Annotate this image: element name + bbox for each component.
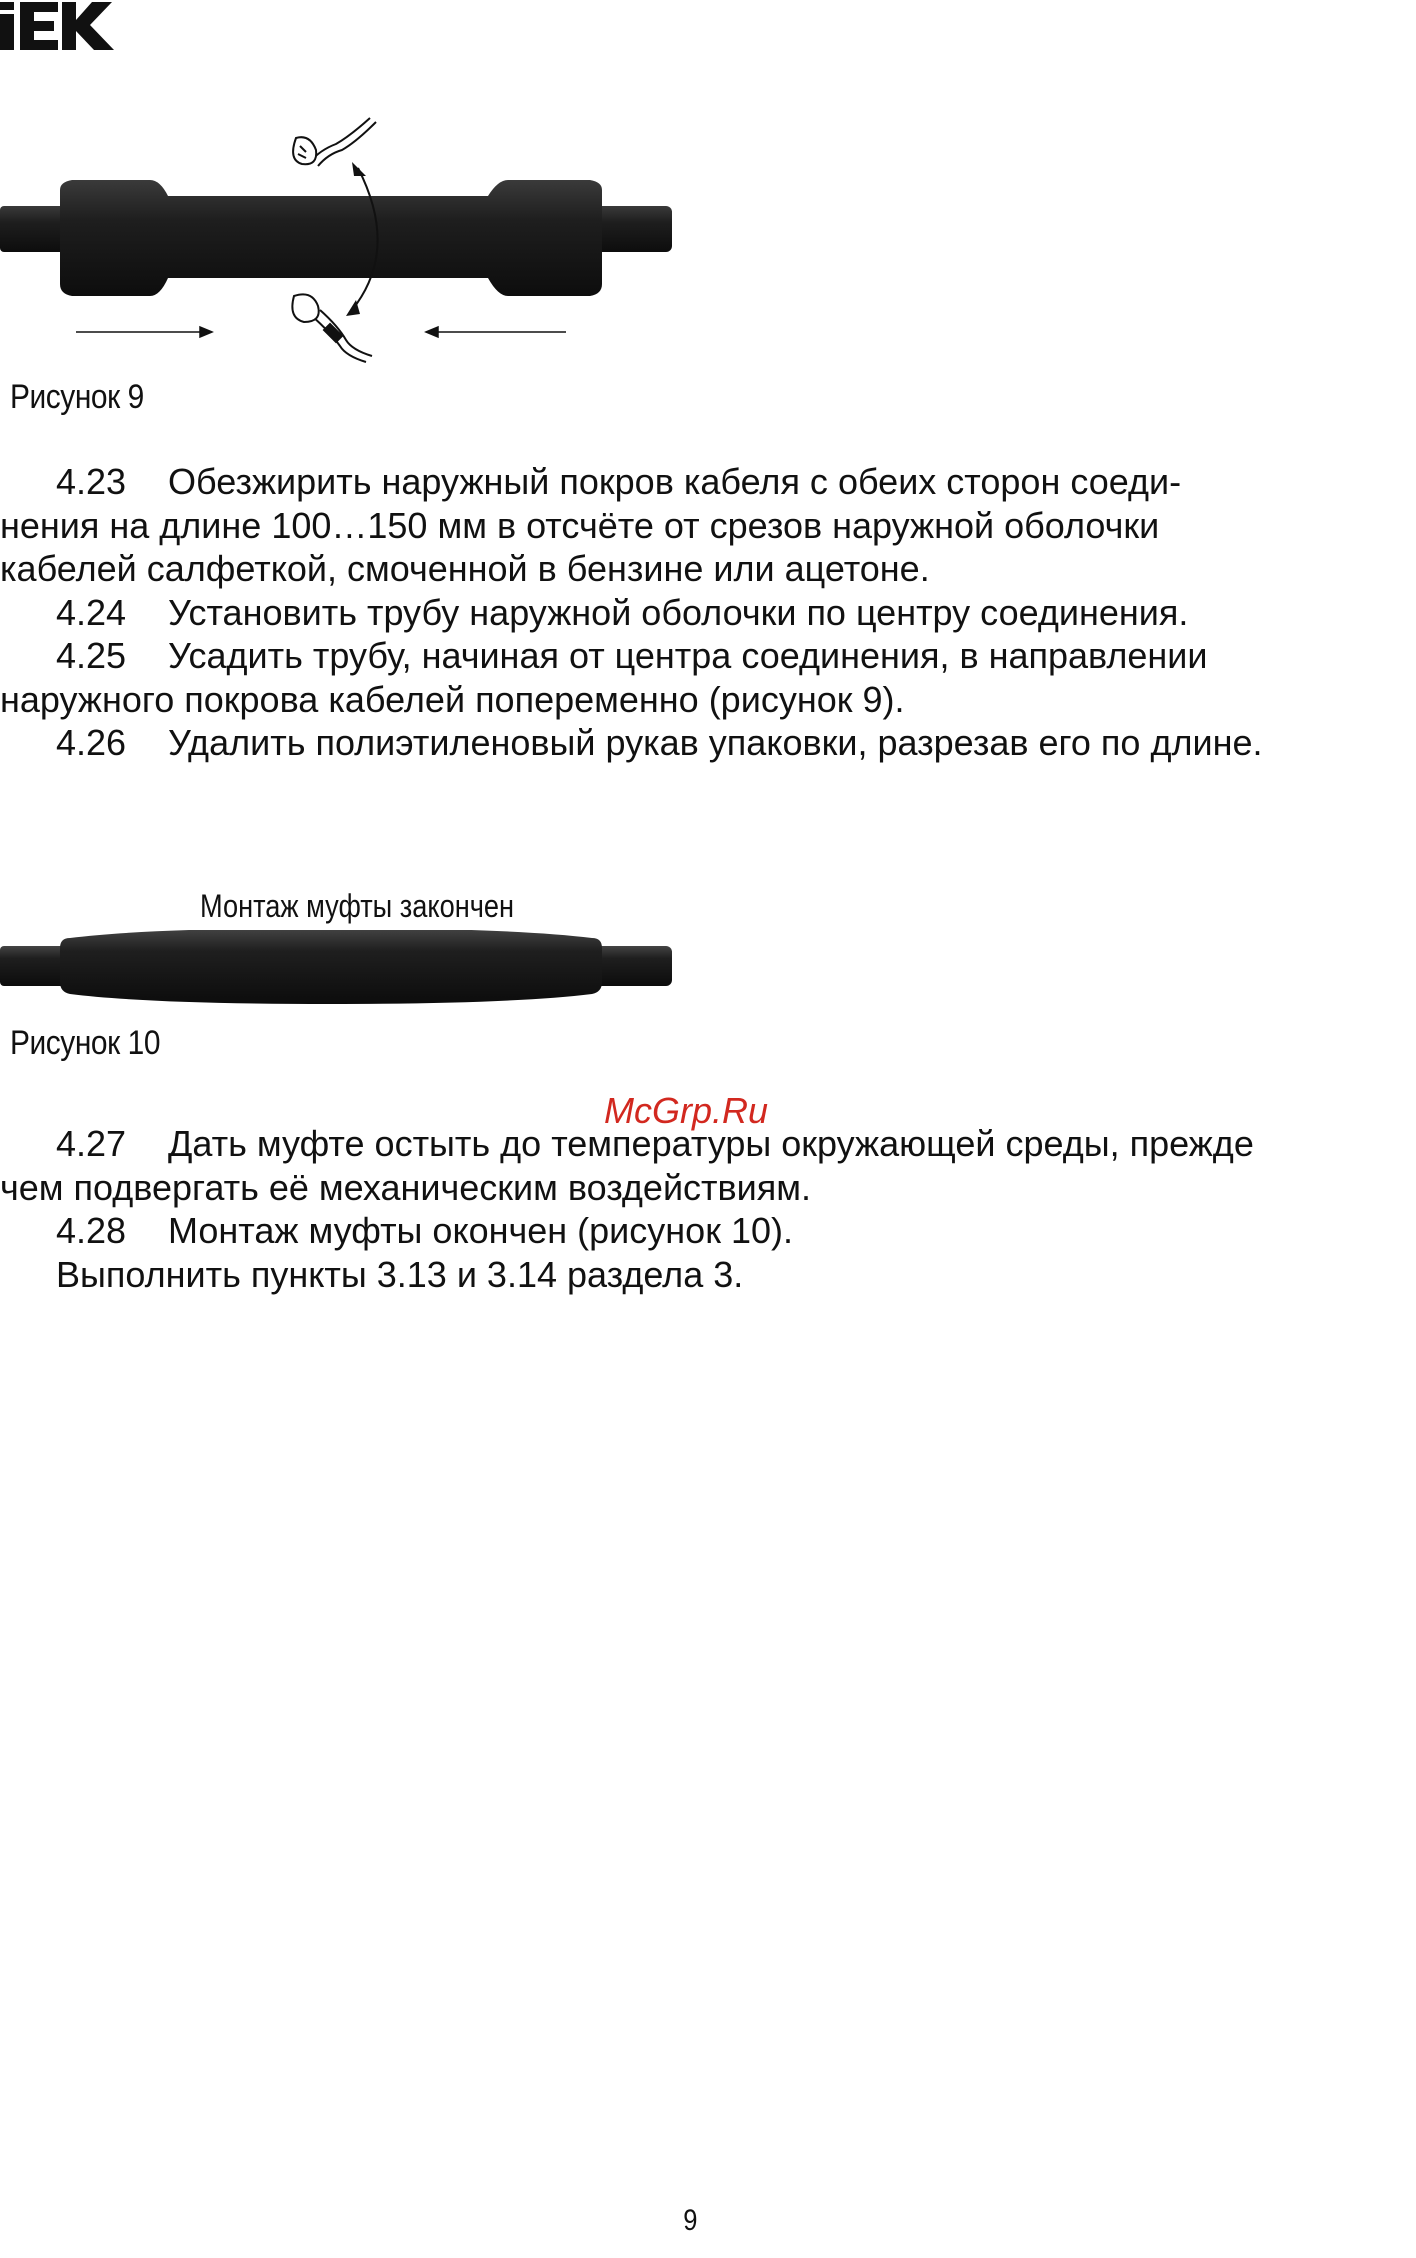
- figure-9-caption: Рисунок 9: [10, 378, 144, 416]
- arrow-left: [426, 327, 566, 337]
- item-number: 4.23: [56, 461, 127, 502]
- item-4-23-line-3: кабелей салфеткой, смоченной в бензине или ацетоне.: [0, 548, 930, 589]
- sleeve-finished: [60, 930, 602, 1004]
- figure-10-illustration: [0, 930, 700, 1010]
- torch-top-icon: [293, 118, 376, 166]
- item-4-28: 4.28 Монтаж муфты окончен (рисунок 10).: [56, 1210, 793, 1251]
- figure-10-caption: Рисунок 10: [10, 1024, 161, 1062]
- item-number: 4.26: [56, 722, 127, 763]
- torch-bottom-icon: [292, 294, 372, 362]
- cable-right: [590, 206, 672, 252]
- iek-logo: [0, 0, 118, 52]
- sleeve: [60, 180, 602, 296]
- item-number: 4.28: [56, 1210, 127, 1251]
- item-4-25-line-2: наружного покрова кабелей попеременно (рисунок 9).: [0, 678, 905, 720]
- item-4-23-line-1: 4.23 Обезжирить наружный покров кабеля с обеих сторон соеди-: [56, 461, 1182, 502]
- final-instruction: Выполнить пункты 3.13 и 3.14 раздела 3.: [56, 1253, 744, 1295]
- item-number: 4.24: [56, 591, 127, 633]
- item-4-26: 4.26 Удалить полиэтиленовый рукав упаковки, разрезав его по длине.: [56, 722, 1263, 763]
- item-number: 4.27: [56, 1123, 127, 1164]
- arrow-right: [76, 327, 212, 337]
- instructions-block-1: [0, 460, 1416, 765]
- item-4-25-line-1: 4.25 Усадить трубу, начиная от центра соединения, в направлении: [56, 635, 1208, 676]
- item-4-27-line-1: 4.27 Дать муфте остыть до температуры окружающей среды, прежде: [56, 1123, 1254, 1164]
- item-4-27-line-2: чем подвергать её механическим воздействиям.: [0, 1166, 812, 1208]
- instructions-block-2: [0, 1122, 1416, 1296]
- item-4-24: 4.24 Установить трубу наружной оболочки по центру соединения.: [56, 591, 1189, 633]
- figure-10-label: Монтаж муфты закончен: [200, 888, 515, 924]
- watermark: McGrp.Ru: [604, 1090, 769, 1131]
- figure-9-illustration: [0, 110, 700, 380]
- item-number: 4.25: [56, 635, 127, 676]
- page-number: 9: [683, 2204, 698, 2237]
- item-4-23-line-2: нения на длине 100…150 мм в отсчёте от срезов наружной оболочки: [0, 504, 1160, 546]
- cable-left: [0, 206, 70, 252]
